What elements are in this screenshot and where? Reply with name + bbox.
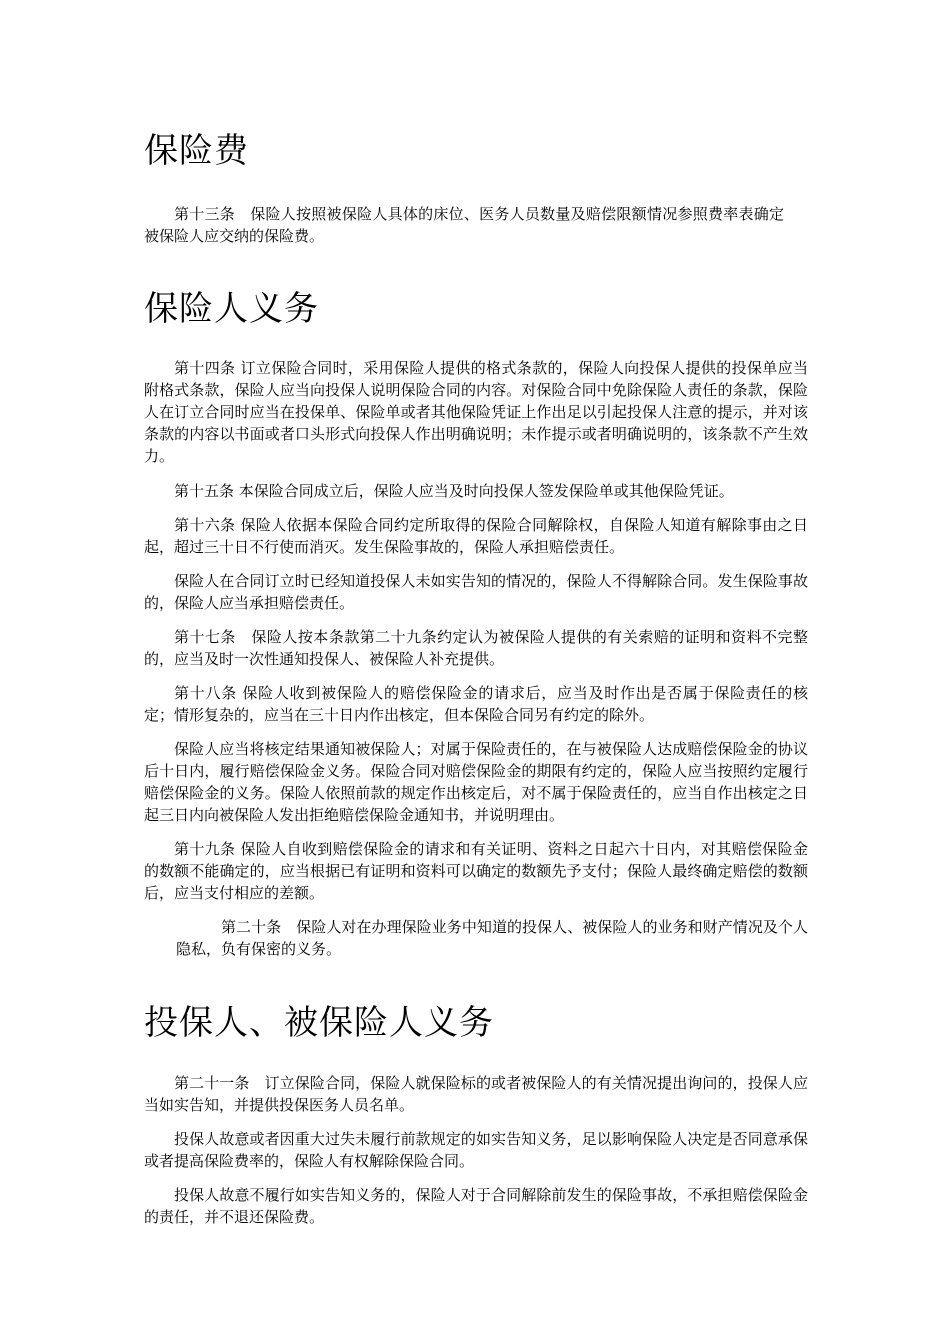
article-15: 第十五条 本保险合同成立后，保险人应当及时向投保人签发保险单或其他保险凭证。: [174, 482, 734, 500]
article-21-para-3: 投保人故意不履行如实告知义务的，保险人对于合同解除前发生的保险事故，不承担赔偿保险金的责任，并不退还保险费。: [144, 1186, 808, 1226]
article-18: 第十八条 保险人收到被保险人的赔偿保险金的请求后，应当及时作出是否属于保险责任的核定；情形复杂的，应当在三十日内作出核定，但本保险合同另有约定的除外。: [144, 684, 808, 724]
article-16-para-2: 保险人在合同订立时已经知道投保人未如实告知的情况的，保险人不得解除合同。发生保险事故的，保险人应当承担赔偿责任。: [144, 572, 808, 612]
section-heading-insurer-duties: 保险人义务: [144, 288, 319, 329]
article-21: 第二十一条 订立保险合同，保险人就保险标的或者被保险人的有关情况提出询问的，投保人应当如实告知，并提供投保医务人员名单。: [144, 1074, 808, 1114]
section-heading-premium: 保险费: [144, 130, 249, 171]
article-17: 第十七条 保险人按本条款第二十九条约定认为被保险人提供的有关索赔的证明和资料不完整的，应当及时一次性通知投保人、被保险人补充提供。: [144, 628, 808, 668]
article-14: 第十四条 订立保险合同时，采用保险人提供的格式条款的，保险人向投保人提供的投保单应当附格式条款，保险人应当向投保人说明保险合同的内容。对保险合同中免除保险人责任的条款，保险人在订立合同时应当在投保单、保险单或者其他保险凭证上作出足以引起投保人注意的提示，并对该条款的内容以书面或者口头形式向投保人作出明确说明；未作提示或者明确说明的，该条款不产生效力。: [144, 359, 808, 465]
article-20: 第二十条 保险人对在办理保险业务中知道的投保人、被保险人的业务和财产情况及个人隐私，负有保密的义务。: [176, 918, 808, 958]
section-heading-policyholder-duties: 投保人、被保险人义务: [144, 1002, 494, 1043]
article-18-para-2: 保险人应当将核定结果通知被保险人；对属于保险责任的，在与被保险人达成赔偿保险金的协议后十日内，履行赔偿保险金义务。保险合同对赔偿保险金的期限有约定的，保险人应当按照约定履行赔偿保险金的义务。保险人依照前款的规定作出核定后，对不属于保险责任的，应当自作出核定之日起三日内向被保险人发出拒绝赔偿保险金通知书，并说明理由。: [144, 740, 808, 824]
article-21-para-2: 投保人故意或者因重大过失未履行前款规定的如实告知义务，足以影响保险人决定是否同意承保或者提高保险费率的，保险人有权解除保险合同。: [144, 1130, 808, 1170]
article-19: 第十九条 保险人自收到赔偿保险金的请求和有关证明、资料之日起六十日内，对其赔偿保险金的数额不能确定的，应当根据已有证明和资料可以确定的数额先予支付；保险人最终确定赔偿的数额后，应当支付相应的差额。: [144, 840, 808, 902]
article-16: 第十六条 保险人依据本保险合同约定所取得的保险合同解除权，自保险人知道有解除事由之日起，超过三十日不行使而消灭。发生保险事故的，保险人承担赔偿责任。: [144, 516, 808, 556]
article-13: 第十三条 保险人按照被保险人具体的床位、医务人员数量及赔偿限额情况参照费率表确定被保险人应交纳的保险费。: [144, 205, 784, 245]
